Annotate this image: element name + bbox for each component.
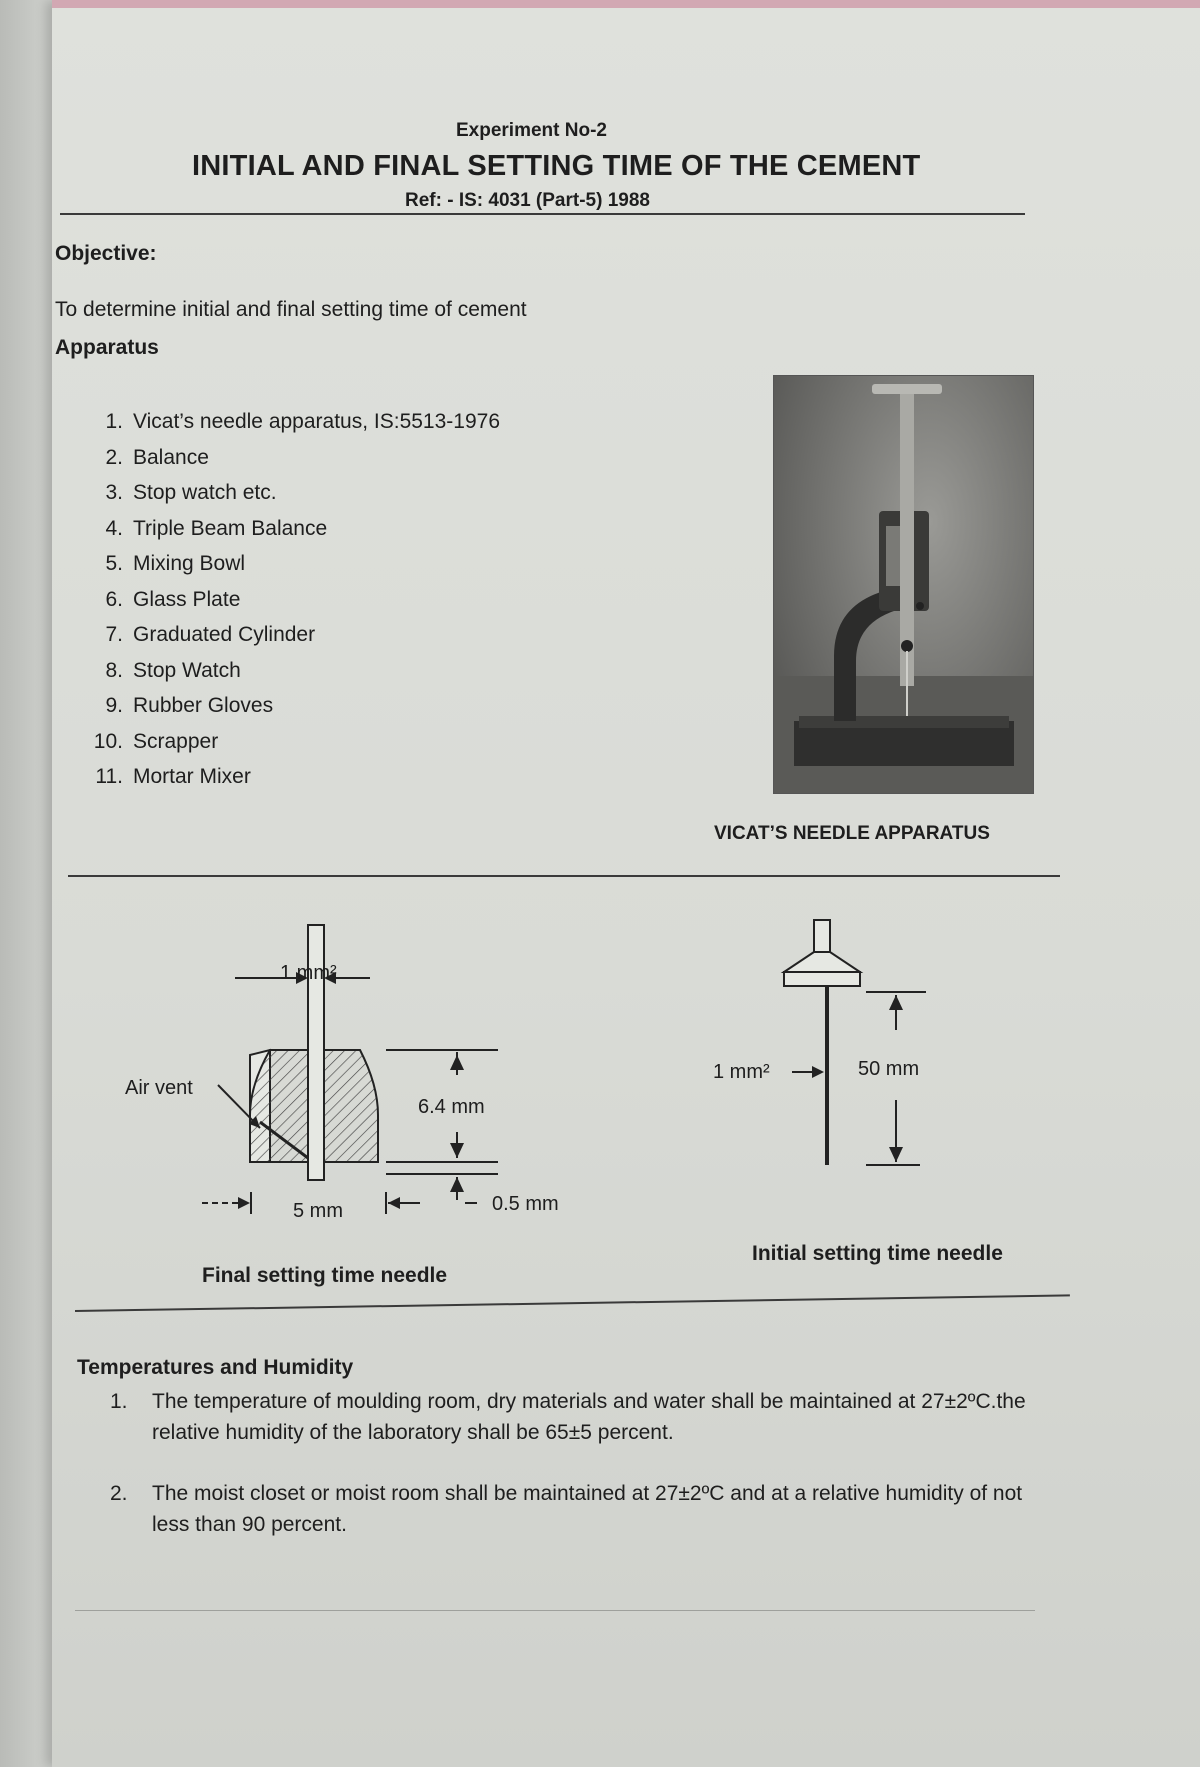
initial-needle-width-label: 1 mm² [713, 1061, 770, 1083]
initial-setting-needle-diagram [700, 900, 960, 1180]
needle-collar-right [324, 1050, 378, 1162]
header-rule [60, 213, 1025, 215]
apparatus-heading: Apparatus [55, 336, 159, 359]
temperatures-list [110, 1386, 1050, 1570]
list-item: 8. Stop Watch [105, 658, 241, 682]
list-item: 11. Mortar Mixer [95, 765, 251, 788]
list-item: 1. The temperature of moulding room, dry materials and water shall be maintained at 27±2ºC.the relative humidity of the laboratory shall be 65±5 percent. [110, 1390, 1026, 1444]
list-item: 10. Scrapper [93, 729, 219, 753]
bottom-rule [75, 1610, 1035, 1611]
reference: Ref: - IS: 4031 (Part-5) 1988 [405, 190, 650, 211]
length-label: 50 mm [858, 1058, 920, 1080]
initial-needle-caption: Initial setting time needle [752, 1242, 1003, 1265]
vicat-apparatus-illustration [774, 376, 1033, 793]
gap-label: 0.5 mm [492, 1193, 559, 1215]
list-item: 9. Rubber Gloves [105, 694, 274, 717]
final-needle-caption: Final setting time needle [202, 1264, 448, 1287]
objective-text: To determine initial and final setting time of cement [55, 298, 527, 321]
list-item: 6. Glass Plate [105, 587, 241, 611]
objective-heading: Objective: [55, 242, 157, 265]
list-item: 2. Balance [105, 445, 209, 469]
list-item: 3. Stop watch etc. [105, 481, 277, 504]
page-title: INITIAL AND FINAL SETTING TIME OF THE CEMENT [192, 150, 921, 182]
apparatus-list [85, 410, 500, 801]
temperatures-heading: Temperatures and Humidity [77, 1356, 354, 1379]
list-item: 4. Triple Beam Balance [105, 516, 328, 540]
height-label: 6.4 mm [418, 1096, 485, 1118]
vicat-apparatus-photo [773, 375, 1034, 794]
list-item: 5. Mixing Bowl [105, 552, 246, 575]
final-needle-width-label: 1 mm² [280, 962, 337, 984]
page-top-edge [52, 0, 1200, 8]
list-item: 1. Vicat’s needle apparatus, IS:5513-1976 [105, 410, 500, 433]
photo-caption: VICAT’S NEEDLE APPARATUS [714, 823, 990, 844]
previous-page-edge [0, 0, 52, 1767]
needle-head [784, 972, 860, 986]
final-setting-needle-diagram [110, 900, 590, 1230]
air-vent-label: Air vent [125, 1077, 193, 1099]
section-rule [68, 875, 1060, 877]
list-item: 7. Graduated Cylinder [105, 623, 316, 646]
experiment-number: Experiment No-2 [456, 120, 607, 141]
base-width-label: 5 mm [293, 1200, 343, 1222]
list-item: 2. The moist closet or moist room shall be maintained at 27±2ºC and at a relative humidity of not less than 90 percent. [110, 1482, 1023, 1536]
